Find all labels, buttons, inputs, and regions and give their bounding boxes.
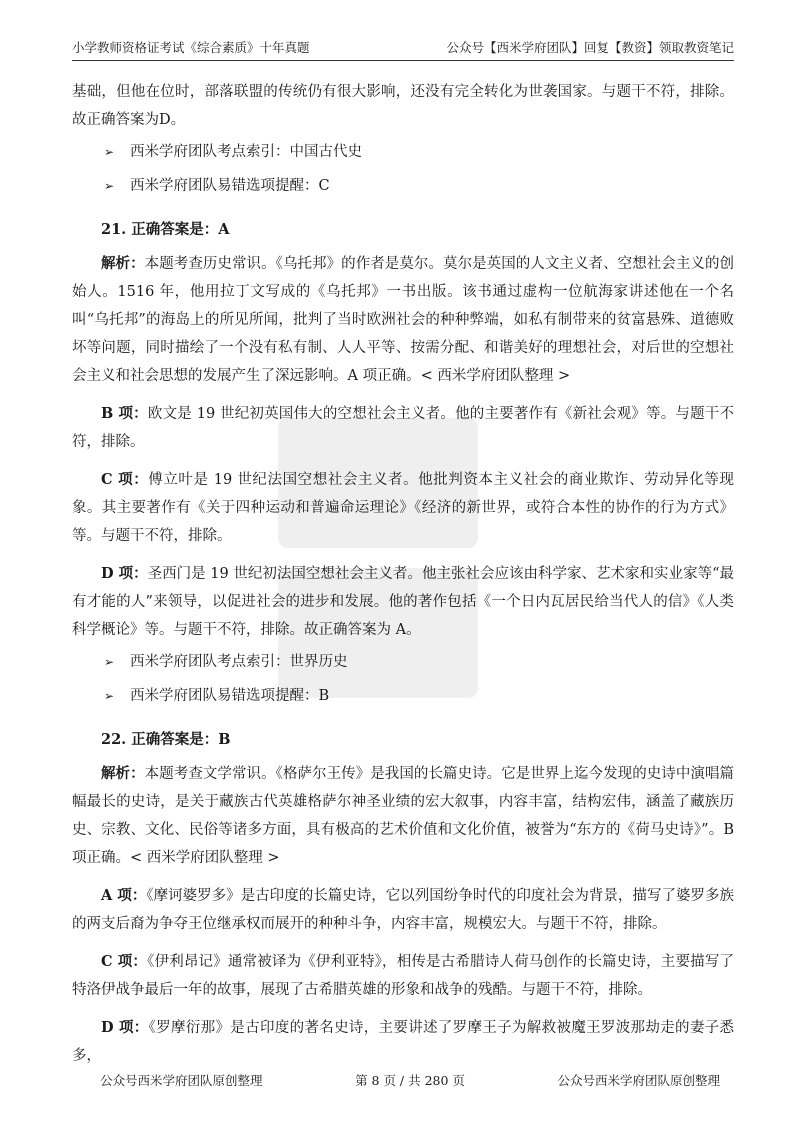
bullet-item bbox=[72, 682, 734, 710]
arrow-bullet-icon: ➢ bbox=[104, 145, 115, 159]
analysis-text: 本题考查历史常识。《乌托邦》的作者是莫尔。莫尔是英国的人文主义者、空想社会主义的创始人。1516 年，他用拉丁文写成的《乌托邦》一书出版。该书通过虚构一位航海家讲述他在一个名叫“乌托邦”的海岛上的所见所闻，批判了当时欧洲社会的种种弊端，如私有制带来的贫富悬殊、道德败坏等问题，同时描绘了一个没有私有制、人人平等、按需分配、和谐美好的理想社会，对后世的空想社会主义和社会思想的发展产生了深远影响。A 项正确。< 西米学府团队整理 > bbox=[72, 256, 735, 384]
option-text: 欧文是 19 世纪初英国伟大的空想社会主义者。他的主要著作有《新社会观》等。与题干不符，排除。 bbox=[72, 406, 734, 450]
option-label: D 项： bbox=[101, 565, 148, 582]
bullet-text: 西米学府团队易错选项提醒：C bbox=[130, 178, 330, 194]
bullet-item bbox=[72, 172, 734, 200]
q21-option-b bbox=[72, 400, 734, 456]
bullet-item bbox=[72, 648, 734, 676]
option-label: D 项： bbox=[101, 1019, 149, 1036]
analysis-label: 解析： bbox=[101, 255, 145, 272]
page-footer bbox=[100, 1070, 720, 1090]
option-text: 《摩诃婆罗多》是古印度的长篇史诗，它以列国纷争时代的印度社会为背景，描写了婆罗多族的两支后裔为争夺王位继承权而展开的种种斗争，内容丰富，规模宏大。与题干不符，排除。 bbox=[72, 888, 734, 932]
q22-option-a bbox=[72, 882, 734, 938]
q22-analysis bbox=[72, 760, 734, 872]
option-text: 《罗摩衍那》是古印度的著名史诗，主要讲述了罗摩王子为解救被魔王罗波那劫走的妻子悉多， bbox=[72, 1020, 735, 1064]
q21-option-c bbox=[72, 466, 734, 550]
q22-option-d bbox=[72, 1014, 734, 1070]
option-text: 圣西门是 19 世纪初法国空想社会主义者。他主张社会应该由科学家、艺术家和实业家等“最有才能的人”来领导，以促进社会的进步和发展。他的著作包括《一个日内瓦居民给当代人的信》《人类科学概论》等。与题干不符，排除。故正确答案为 A。 bbox=[72, 566, 734, 638]
analysis-label: 解析： bbox=[101, 765, 145, 782]
document-body bbox=[72, 78, 734, 1070]
page-header bbox=[72, 36, 734, 58]
arrow-bullet-icon: ➢ bbox=[104, 179, 115, 193]
bullet-item bbox=[72, 138, 734, 166]
header-left-text: 小学教师资格证考试《综合素质》十年真题 bbox=[72, 40, 310, 55]
q21-analysis bbox=[72, 250, 734, 390]
arrow-bullet-icon: ➢ bbox=[104, 655, 115, 669]
question-21-heading: 21. 正确答案是：A bbox=[101, 221, 230, 238]
option-label: B 项： bbox=[101, 405, 148, 422]
bullet-text: 西米学府团队易错选项提醒：B bbox=[130, 688, 330, 704]
arrow-bullet-icon: ➢ bbox=[104, 689, 115, 703]
analysis-text: 本题考查文学常识。《格萨尔王传》是我国的长篇史诗。它是世界上迄今发现的史诗中演唱篇幅最长的史诗，是关于藏族古代英雄格萨尔神圣业绩的宏大叙事，内容丰富，结构宏伟，涵盖了藏族历史、宗教、文化、民俗等诸多方面，具有极高的艺术价值和文化价值，被誉为“东方的《荷马史诗》”。B 项正确。< 西米学府团队整理 > bbox=[72, 766, 735, 866]
bullet-text: 西米学府团队考点索引：世界历史 bbox=[130, 654, 348, 670]
footer-right-text: 公众号西米学府团队原创整理 bbox=[557, 1073, 720, 1088]
q21-option-d bbox=[72, 560, 734, 644]
q22-option-c bbox=[72, 948, 734, 1004]
option-label: C 项： bbox=[101, 953, 148, 970]
option-text: 傅立叶是 19 世纪法国空想社会主义者。他批判资本主义社会的商业欺诈、劳动异化等现象。其主要著作有《关于四种运动和普遍命运理论》《经济的新世界，或符合本性的协作的行为方式》等。与题干不符，排除。 bbox=[72, 472, 734, 544]
header-divider bbox=[72, 60, 734, 61]
option-label: A 项： bbox=[101, 887, 147, 904]
intro-paragraph: 基础，但他在位时，部落联盟的传统仍有很大影响，还没有完全转化为世袭国家。与题干不符，排除。故正确答案为D。 bbox=[72, 84, 734, 128]
option-text: 《伊利昂记》通常被译为《伊利亚特》，相传是古希腊诗人荷马创作的长篇史诗，主要描写了特洛伊战争最后一年的故事，展现了古希腊英雄的形象和战争的残酷。与题干不符，排除。 bbox=[72, 954, 734, 998]
option-label: C 项： bbox=[101, 471, 149, 488]
bullet-text: 西米学府团队考点索引：中国古代史 bbox=[130, 144, 362, 160]
header-right-text: 公众号【西米学府团队】回复【教资】领取教资笔记 bbox=[446, 40, 734, 55]
footer-left-text: 公众号西米学府团队原创整理 bbox=[100, 1073, 263, 1088]
question-22-heading: 22. 正确答案是：B bbox=[101, 731, 231, 748]
page-number: 第 8 页 / 共 280 页 bbox=[355, 1073, 465, 1088]
